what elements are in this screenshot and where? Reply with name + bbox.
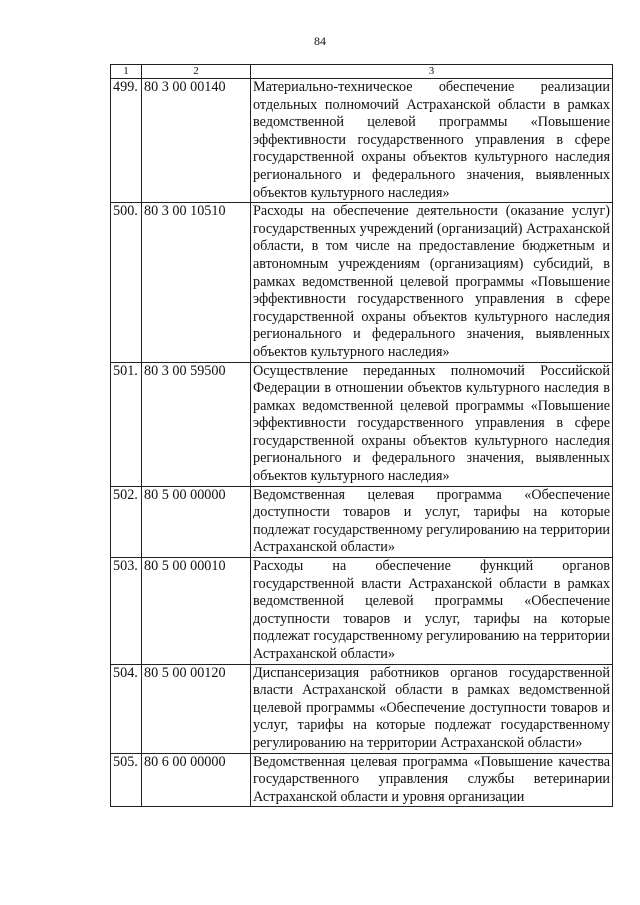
- classification-code: 80 5 00 00000: [142, 486, 251, 557]
- column-header-2: 2: [142, 65, 251, 79]
- row-number: 501.: [111, 362, 142, 486]
- row-number: 502.: [111, 486, 142, 557]
- row-number: 499.: [111, 79, 142, 203]
- row-number: 503.: [111, 558, 142, 665]
- expense-description: Ведомственная целевая программа «Повышение качества государственного управления службы ветеринарии Астраханской области и уровня организации: [251, 753, 613, 807]
- table-row: [111, 79, 613, 203]
- table-row: [111, 362, 613, 486]
- column-header-3: 3: [251, 65, 613, 79]
- column-header-1: 1: [111, 65, 142, 79]
- table-row: [111, 753, 613, 807]
- classification-code: 80 3 00 59500: [142, 362, 251, 486]
- page-number: 84: [314, 34, 326, 48]
- table-header-row: [111, 65, 613, 79]
- row-number: 500.: [111, 203, 142, 362]
- table-row: [111, 486, 613, 557]
- expense-description: Расходы на обеспечение деятельности (оказание услуг) государственных учреждений (организаций) Астраханской области, в том числе на предоставление бюджетным и автономным учреждениям (организациям) субсидий, в рамках ведомственной целевой программы «Повышение эффективности государственного управления в сфере государственной охраны объектов культурного наследия регионального и федерального значения, выявленных объектов культурного наследия»: [251, 203, 613, 362]
- expense-description: Расходы на обеспечение функций органов государственной власти Астраханской области в рамках ведомственной целевой программы «Обеспечение доступности товаров и услуг, тарифы на которые подлежат государственному регулированию на территории Астраханской области»: [251, 558, 613, 665]
- expense-description: Осуществление переданных полномочий Российской Федерации в отношении объектов культурного наследия в рамках ведомственной целевой программы «Повышение эффективности государственного управления в сфере государственной охраны объектов культурного наследия регионального и федерального значения, выявленных объектов культурного наследия»: [251, 362, 613, 486]
- row-number: 505.: [111, 753, 142, 807]
- classification-code: 80 6 00 00000: [142, 753, 251, 807]
- row-number: 504.: [111, 664, 142, 753]
- classification-code: 80 3 00 00140: [142, 79, 251, 203]
- table-row: [111, 203, 613, 362]
- expense-description: Диспансеризация работников органов государственной власти Астраханской области в рамках ведомственной целевой программы «Обеспечение доступности товаров и услуг, тарифы на которые подлежат государственному регулированию на территории Астраханской области»: [251, 664, 613, 753]
- expense-description: Ведомственная целевая программа «Обеспечение доступности товаров и услуг, тарифы на которые подлежат государственному регулированию на территории Астраханской области»: [251, 486, 613, 557]
- classification-code: 80 5 00 00010: [142, 558, 251, 665]
- expense-description: Материально-техническое обеспечение реализации отдельных полномочий Астраханской области в рамках ведомственной целевой программы «Повышение эффективности государственного управления в сфере государственной охраны объектов культурного наследия регионального и федерального значения, выявленных объектов культурного наследия»: [251, 79, 613, 203]
- classification-code: 80 3 00 10510: [142, 203, 251, 362]
- table-row: [111, 558, 613, 665]
- table-row: [111, 664, 613, 753]
- classification-code: 80 5 00 00120: [142, 664, 251, 753]
- classification-table: [110, 64, 613, 807]
